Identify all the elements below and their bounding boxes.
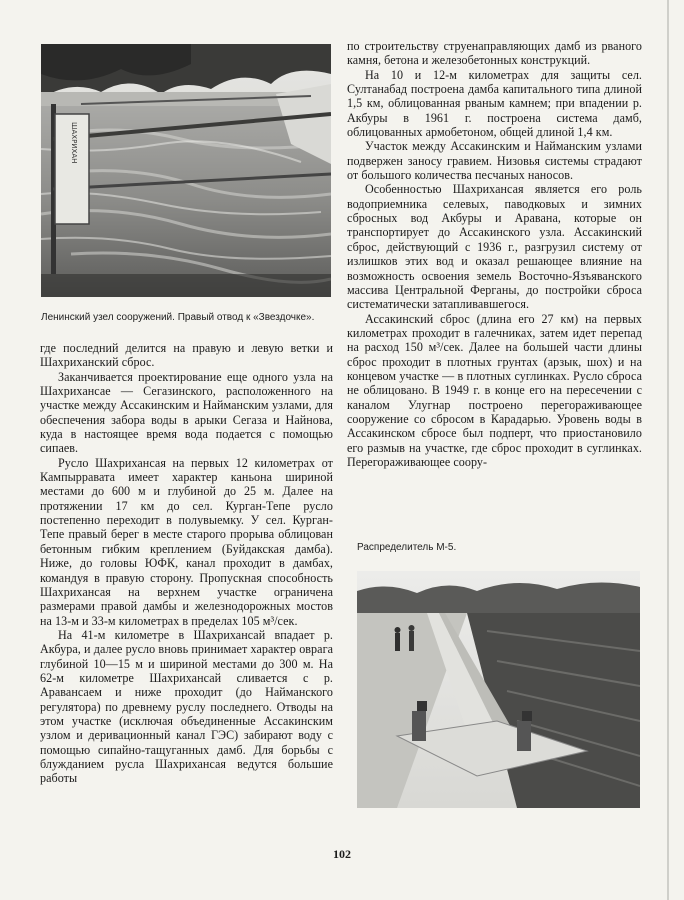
left-column <box>40 341 333 786</box>
paragraph: На 41-м километре в Шахрихансай впадает р. Акбура, и далее русло вновь принимает характер оврага глубиной 10—15 м и шириной местами до 300 м. На 62-м километре Шахрихансай сливается с р. Аравансаем и ниже проходит (до Найманского регулятора) по древнему руслу последнего. Отводы на этом участке (исключая объединенные Ассакинским узлом и деривационный канал ГЭС) забирают воду с помощью сипайно-тащуганных дамб. Для борьбы с блужданием русла Шахрихансая ведутся большие работы <box>40 627 333 786</box>
photo-distributor-m5-image <box>357 571 640 808</box>
right-column <box>347 39 642 469</box>
paragraph: Участок между Ассакинским и Найманским узлами подвержен заносу гравием. Низовья системы страдают от большого количества песчаных наносов. <box>347 139 642 183</box>
paragraph: На 10 и 12-м километрах для защиты сел. Султанабад построена дамба капитального типа длиной 1,5 км, облицованная рваным камнем; при впадении р. Акбуры в 1961 г. построена система дамб, облицованных армобетоном, общей длиной 1,4 км. <box>347 67 642 140</box>
photo1-caption: Ленинский узел сооружений. Правый отвод к «Звездочке». <box>41 312 315 323</box>
paragraph: Русло Шахрихансая на первых 12 километрах от Кампырравата имеет характер каньона шириной местами до 600 м и глубиной до 25 м. Далее на протяжении 17 км до сел. Курган-Тепе русло постепенно переходит в полувыемку. У сел. Курган-Тепе правый берег в месте старого прорыва облицован бетонным гибким креплением (Буйдакская дамба). Ниже, до головы ЮФК, канал проходит в дамбах, командуя в правую сторону. Пропускная способность Шахрихансая на верхнем участке ограничена размерами правой дамбы и железнодорожных мостов на 13-м и 33-м километрах в пределах 105 м³/сек. <box>40 455 333 628</box>
paragraph: Ассакинский сброс (длина его 27 км) на первых километрах проходит в галечниках, затем идет перепад на расход 150 м³/сек. Далее на большей части длины сброс проходит в плотных грунтах (арзык, шох) и на концевом участке — в плотных суглинках. Русло сброса не облицовано. В 1949 г. в конце его на пересечении с каналом Улугнар построено перегораживающее сооружение со сбросом в Карадарью. Уровень воды в Ассакинском сбросе был подперт, что приостановило его размыв на участке, где сброс проходит в суглинках. Перегораживающее соору- <box>347 311 642 469</box>
photo-distributor-m5 <box>357 571 640 808</box>
paragraph: Особенностью Шахрихансая является его роль водоприемника селевых, паводковых и зимних сбросных вод Акбуры и Аравана, которые он транспортирует до Ассакинского узла. Ассакинский сброс, действующий с 1936 г., разгрузил систему от излишков этих вод и оказал решающее влияние на возможность освоения земель Восточно-Язъяванского массива Центральной Ферганы, до постройки сброса систематически затапливавшегося. <box>347 182 642 312</box>
photo-leninsky-node-image <box>41 44 331 297</box>
page-edge-divider <box>667 0 669 900</box>
sign-text: ШАХРИХАН <box>70 122 78 164</box>
photo2-caption: Распределитель М-5. <box>357 542 457 553</box>
paragraph: где последний делится на правую и левую ветки и Шахриханский сброс. <box>40 341 333 370</box>
photo-leninsky-node <box>41 44 331 297</box>
paragraph: по строительству струенаправляющих дамб из рваного камня, бетона и железобетонных конструкций. <box>347 39 642 68</box>
paragraph: Заканчивается проектирование еще одного узла на Шахрихансае — Сегазинского, расположенного на участке между Ассакинским и Найманским узлами, для обеспечения забора воды в арыки Сегаза и Найнова, куда в настоящее время вода подается с помощью сипаев. <box>40 369 333 456</box>
page-number: 102 <box>333 847 351 861</box>
